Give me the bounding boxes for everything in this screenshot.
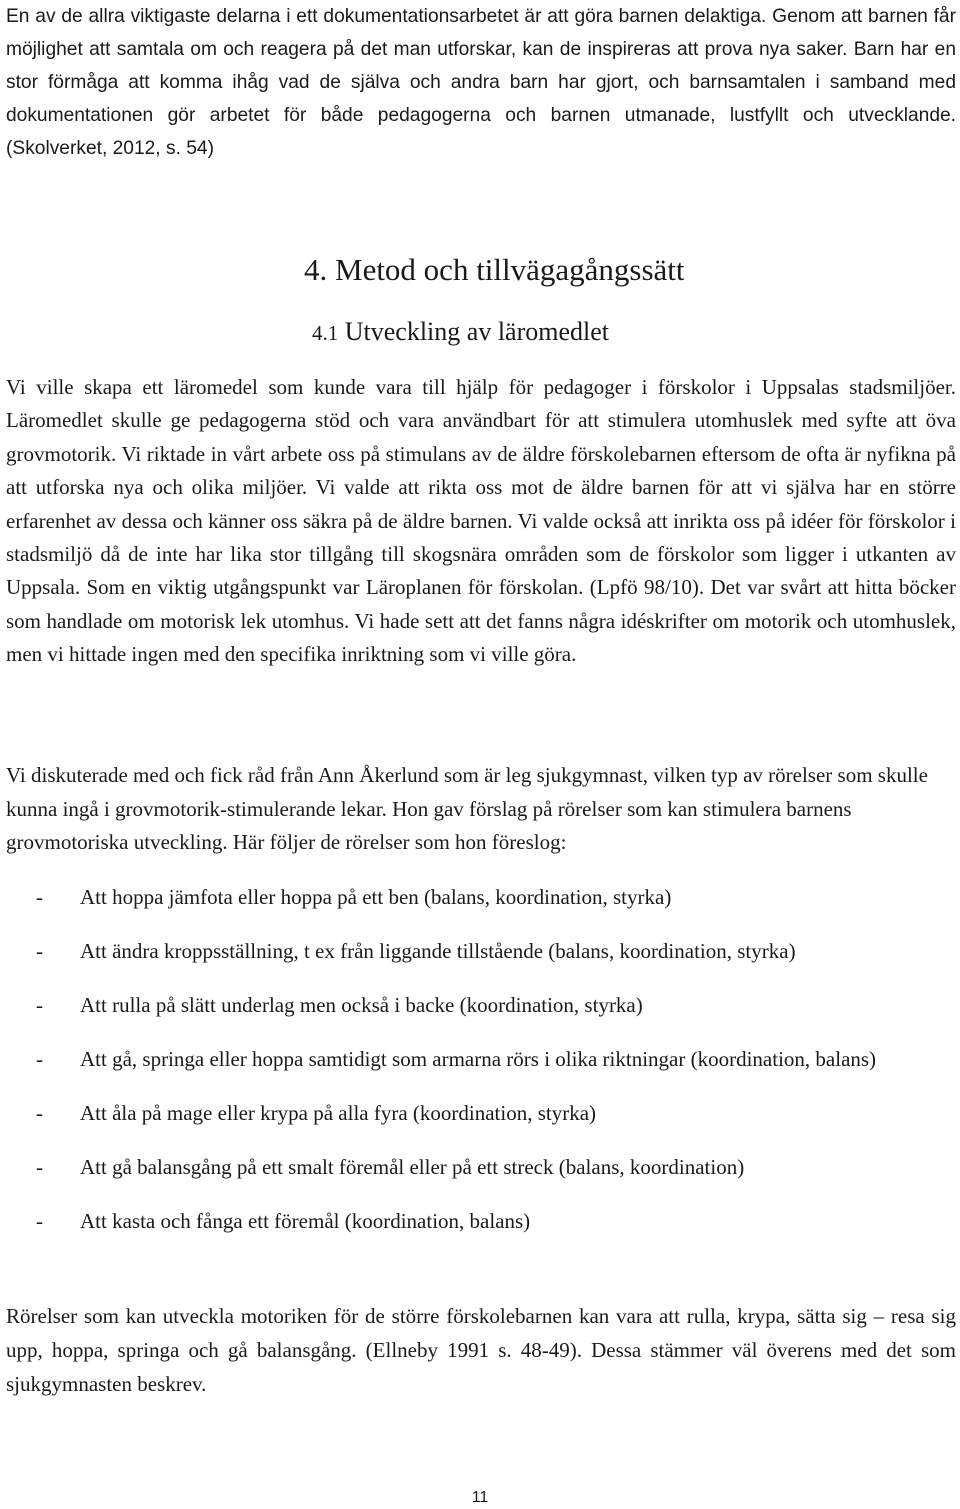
list-dash: - bbox=[36, 1155, 43, 1179]
list-dash: - bbox=[36, 1209, 43, 1233]
list-item-text: Att gå, springa eller hoppa samtidigt som armarna rörs i olika riktningar (koordination, balans) bbox=[80, 1047, 877, 1071]
list-item bbox=[6, 1150, 956, 1184]
list-item-text: Att åla på mage eller krypa på alla fyra (koordination, styrka) bbox=[80, 1101, 597, 1125]
list-item-text: Att hoppa jämfota eller hoppa på ett ben (balans, koordination, styrka) bbox=[80, 885, 672, 909]
list-item bbox=[6, 880, 956, 914]
intro-paragraph: En av de allra viktigaste delarna i ett dokumentationsarbetet är att göra barnen delaktiga. Genom att barnen får möjlighet att samtala om och reagera på det man utforskar, kan de inspireras att prova nya saker. Barn har en stor förmåga att komma ihåg vad de själva och andra barn har gjort, och barnsamtalen i samband med dokumentationen gör arbetet för både pedagogerna och barnen utmanade, lustfyllt och utvecklande. (Skolverket, 2012, s. 54) bbox=[6, 6, 956, 159]
subsection-title: Utveckling av läromedlet bbox=[344, 317, 609, 346]
body-paragraph-development: Vi ville skapa ett läromedel som kunde vara till hjälp för pedagoger i förskolor i Uppsalas stadsmiljöer. Läromedlet skulle ge pedagogerna stöd och vara användbart för att stimulera utomhuslek med syfte att öva grovmotorik. Vi riktade in vårt arbete oss på stimulans av de äldre förskolebarnen eftersom de ofta är nyfikna på att utforska nya och olika miljöer. Vi valde att rikta oss mot de äldre barnen för att vi själva har en större erfarenhet av dessa och känner oss säkra på de äldre barnen. Vi valde också att inrikta oss på idéer för förskolor i stadsmiljö då de inte har lika stor tillgång till skogsnära områden som de förskolor som ligger i utkanten av Uppsala. Som en viktig utgångspunkt var Läroplanen för förskolan. (Lpfö 98/10). Det var svårt att hitta böcker som handlade om motorisk lek utomhus. Vi hade sett att det fanns några idéskrifter om motorik och utomhuslek, men vi hittade ingen med den specifika inriktning som vi ville göra. bbox=[6, 375, 956, 667]
list-dash: - bbox=[36, 1101, 43, 1125]
body-paragraph-advice: Vi diskuterade med och fick råd från Ann Åkerlund som är leg sjukgymnast, vilken typ av rörelser som skulle kunna ingå i grovmotorik-stimulerande lekar. Hon gav förslag på rörelser som kan stimulera barnens grovmotoriska utveckling. Här följer de rörelser som hon föreslog: bbox=[6, 763, 928, 855]
list-item-text: Att kasta och fånga ett föremål (koordination, balans) bbox=[80, 1209, 531, 1233]
list-item-text: Att gå balansgång på ett smalt föremål eller på ett streck (balans, koordination) bbox=[80, 1155, 745, 1179]
list-item bbox=[6, 1204, 956, 1238]
list-item bbox=[6, 934, 956, 968]
section-heading: 4. Metod och tillvägagångssätt bbox=[304, 252, 685, 287]
list-dash: - bbox=[36, 885, 43, 909]
list-item bbox=[6, 1096, 956, 1130]
list-dash: - bbox=[36, 1047, 43, 1071]
list-dash: - bbox=[36, 939, 43, 963]
list-item-text: Att ändra kroppsställning, t ex från liggande tillstående (balans, koordination, styrka) bbox=[80, 939, 796, 963]
subsection-number: 4.1 bbox=[312, 321, 339, 345]
list-item bbox=[6, 1042, 956, 1076]
page-number: 11 bbox=[471, 1489, 489, 1506]
list-dash: - bbox=[36, 993, 43, 1017]
list-item bbox=[6, 988, 956, 1022]
movement-list bbox=[6, 880, 956, 1258]
subsection-heading bbox=[312, 312, 609, 353]
body-paragraph-conclusion: Rörelser som kan utveckla motoriken för de större förskolebarnen kan vara att rulla, krypa, sätta sig – resa sig upp, hoppa, springa och gå balansgång. (Ellneby 1991 s. 48-49). Dessa stämmer väl överens med det som sjukgymnasten beskrev. bbox=[6, 1304, 956, 1396]
list-item-text: Att rulla på slätt underlag men också i backe (koordination, styrka) bbox=[80, 993, 643, 1017]
